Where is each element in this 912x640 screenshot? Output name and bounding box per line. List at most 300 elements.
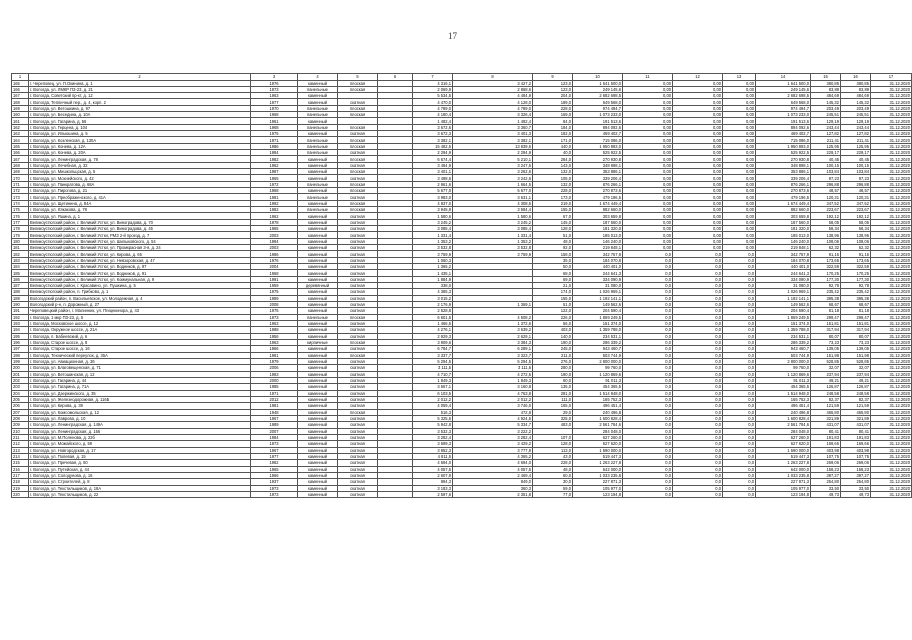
residents-cell: 122,0 (533, 308, 573, 314)
owner-funds-cell: 627 620,0 (756, 441, 811, 447)
wall-material-cell: панельные (298, 207, 338, 213)
wall-material-cell: каменный (298, 301, 338, 307)
deadline-cell: 31.12.2020 (871, 479, 912, 485)
deadline-cell: 31.12.2020 (871, 384, 912, 390)
living-area-cell: 3 427,2 (453, 80, 533, 86)
owner-funds-cell: 270 930,8 (756, 156, 811, 162)
roof-type-cell: скатная (338, 346, 378, 352)
other-cell: 0,00 (723, 226, 756, 232)
residents-cell: 51,0 (533, 301, 573, 307)
roof-type-cell: скатная (338, 131, 378, 137)
deadline-cell: 31.12.2020 (871, 131, 912, 137)
row-number-cell: 163 (12, 131, 29, 137)
other-cell: 0,0 (723, 333, 756, 339)
residents-cell: 245,0 (533, 346, 573, 352)
roof-type-cell: скатная (338, 377, 378, 383)
deadline-cell: 31.12.2020 (871, 428, 912, 434)
total-area-cell: 2 176,9 (413, 301, 453, 307)
address-cell: г. Вологда, ул. Лечебная, д. 32 (29, 162, 251, 168)
year-cell: 1959 (251, 283, 298, 289)
owner-funds-cell: 496 451,4 (756, 403, 811, 409)
roof-type-cell: плоская (338, 352, 378, 358)
total-cost-cell: 99 760,0 (573, 365, 623, 371)
address-cell: г. Вологда, п. Бабеевский, д. 6 (29, 333, 251, 339)
budget-cell: 0,00 (673, 232, 723, 238)
deadline-cell: 31.12.2020 (871, 137, 912, 143)
specific-cost-cell: 299,47 (811, 314, 841, 320)
row-number-cell: 175 (12, 207, 29, 213)
max-cost-cell: 32,07 (841, 365, 871, 371)
budget-cell: 0,00 (673, 131, 723, 137)
total-area-cell: 4 710,7 (413, 371, 453, 377)
row-number-cell: 203 (12, 384, 29, 390)
residents-cell: 77,0 (533, 491, 573, 497)
row-number-cell: 185 (12, 270, 29, 276)
other-cell: 0,0 (723, 466, 756, 472)
fund-cell: 0,00 (623, 238, 673, 244)
fund-cell: 0,0 (623, 441, 673, 447)
max-cost-cell: 235,42 (841, 289, 871, 295)
address-cell: г. Вологда, ул. Пирогова, д. 21 (29, 188, 251, 194)
address-cell: г. Вологда, ул. Лаврова, д. 10 (29, 415, 251, 421)
column-number-header: 2 (29, 74, 251, 81)
deadline-cell: 31.12.2020 (871, 327, 912, 333)
row-number-cell: 218 (12, 479, 29, 485)
total-area-cell: 3 759,9 (413, 251, 453, 257)
total-area-cell: 6 103,5 (413, 390, 453, 396)
max-cost-cell: 121,59 (841, 403, 871, 409)
year-cell: 1971 (251, 137, 298, 143)
specific-cost-cell: 139,05 (811, 346, 841, 352)
owner-funds-cell: 642 000,0 (756, 466, 811, 472)
owner-funds-cell: 454 365,5 (756, 384, 811, 390)
total-cost-cell: 1 033 235,8 (573, 472, 623, 478)
address-cell: г. Вологда, ул. Ленинградская, д. 156 (29, 428, 251, 434)
other-cell: 0,0 (723, 403, 756, 409)
other-cell: 0,00 (723, 156, 756, 162)
address-cell: г. Вологда, ул. Путейская, д. 44 (29, 466, 251, 472)
total-cost-cell: 882 660,0 (573, 207, 623, 213)
row-number-cell: 216 (12, 466, 29, 472)
deadline-cell: 31.12.2020 (871, 143, 912, 149)
roof-type-cell: скатная (338, 162, 378, 168)
wall-material-cell: панельные (298, 137, 338, 143)
specific-cost-cell: 403,98 (811, 447, 841, 453)
total-cost-cell: 286 339,2 (573, 339, 623, 345)
residents-cell: 276,0 (533, 358, 573, 364)
owner-funds-cell: 219 848,1 (756, 245, 811, 251)
living-area-cell: 360,3 (453, 485, 533, 491)
deadline-cell: 31.12.2020 (871, 93, 912, 99)
row-number-cell: 202 (12, 377, 29, 383)
other-cell: 0,00 (723, 207, 756, 213)
wall-material-cell: каменный (298, 371, 338, 377)
owner-funds-cell: 249 145,6 (756, 86, 811, 92)
fund-cell: 0,0 (623, 320, 673, 326)
address-cell: Великоустюгский район, г. Великий Устюг, ул. Промкрасная 3-я, д. 24 (29, 245, 251, 251)
wall-material-cell: каменный (298, 200, 338, 206)
deadline-cell: 31.12.2020 (871, 371, 912, 377)
year-cell: 1994 (251, 238, 298, 244)
total-cost-cell: 353 886,1 (573, 169, 623, 175)
residents-cell: 182,0 (533, 131, 573, 137)
residents-cell: 92,0 (533, 245, 573, 251)
address-cell: г. Вологда, ул. Яшина, д. 1 (29, 213, 251, 219)
other-cell: 0,0 (723, 264, 756, 270)
roof-type-cell: плоская (338, 112, 378, 118)
living-area-cell: 2 629,1 (453, 333, 533, 339)
row-number-cell: 168 (12, 162, 29, 168)
max-cost-cell: 484,69 (841, 93, 871, 99)
column-number-header: 10 (573, 74, 623, 81)
specific-cost-cell: 347,52 (811, 200, 841, 206)
total-area-cell: 2 528,8 (413, 308, 453, 314)
year-cell: 1973 (251, 314, 298, 320)
row-number-cell: 214 (12, 453, 29, 459)
specific-cost-cell: 48,57 (811, 188, 841, 194)
row-number-cell: 215 (12, 460, 29, 466)
address-cell: г. Вологда, Советский пр-кт, д. 12 (29, 93, 251, 99)
other-cell: 0,0 (723, 441, 756, 447)
year-cell: 2003 (251, 245, 298, 251)
residents-cell: 56,0 (533, 320, 573, 326)
residents-cell: 143,0 (533, 162, 573, 168)
column-number-header: 8 (453, 74, 533, 81)
wall-material-cell: каменный (298, 99, 338, 105)
other-cell: 0,0 (723, 308, 756, 314)
year-cell: 1962 (251, 213, 298, 219)
owner-funds-cell: 185 013,0 (756, 232, 811, 238)
deadline-cell: 31.12.2020 (871, 118, 912, 124)
year-cell: 1992 (251, 200, 298, 206)
total-cost-cell: 303 659,8 (573, 213, 623, 219)
living-area-cell: 3 242,6 (453, 175, 533, 181)
living-area-cell: 3 160,8 (453, 384, 533, 390)
roof-type-cell: скатная (338, 219, 378, 225)
wall-material-cell: каменный (298, 403, 338, 409)
total-area-cell: 4 789,0 (413, 105, 453, 111)
roof-type-cell: скатная (338, 289, 378, 295)
living-area-cell: 4 924,5 (453, 415, 533, 421)
max-cost-cell: 82,37 (841, 396, 871, 402)
owner-funds-cell: 303 659,8 (756, 213, 811, 219)
register-table-container (11, 73, 910, 498)
deadline-cell: 31.12.2020 (871, 226, 912, 232)
owner-funds-cell: 1 950 893,0 (756, 143, 811, 149)
total-cost-cell: 204 590,4 (573, 308, 623, 314)
column-number-header: 11 (623, 74, 673, 81)
year-cell: 1968 (251, 188, 298, 194)
wall-material-cell: каменный (298, 188, 338, 194)
other-cell: 0,0 (723, 327, 756, 333)
residents-cell: 128,0 (533, 441, 573, 447)
budget-cell: 0,0 (673, 384, 723, 390)
total-cost-cell: 234 531,1 (573, 333, 623, 339)
address-cell: г. Вологда, ул. Благовещенская, д. 71 (29, 365, 251, 371)
wall-material-cell: деревянный (298, 283, 338, 289)
row-number-cell: 182 (12, 251, 29, 257)
other-cell: 0,00 (723, 93, 756, 99)
deadline-cell: 31.12.2020 (871, 365, 912, 371)
specific-cost-cell: 223,67 (811, 207, 841, 213)
other-cell: 0,00 (723, 181, 756, 187)
fund-cell: 0,00 (623, 137, 673, 143)
living-area-cell: 3 746,0 (453, 403, 533, 409)
owner-funds-cell: 286 339,2 (756, 339, 811, 345)
budget-cell: 0,0 (673, 453, 723, 459)
deadline-cell: 31.12.2020 (871, 169, 912, 175)
address-cell: Великоустюгский район, г. Великий Устюг, ул. Кирова, д. 65 (29, 251, 251, 257)
living-area-cell: 13 839,6 (453, 143, 533, 149)
wall-material-cell: каменный (298, 479, 338, 485)
budget-cell: 0,00 (673, 93, 723, 99)
year-cell: 1973 (251, 485, 298, 491)
wall-material-cell: каменный (298, 251, 338, 257)
max-cost-cell: 97,23 (841, 175, 871, 181)
living-area-cell: 1 331,4 (453, 232, 533, 238)
year-cell: 1972 (251, 181, 298, 187)
roof-type-cell: скатная (338, 358, 378, 364)
specific-cost-cell: 73,23 (811, 339, 841, 345)
specific-cost-cell: 49,21 (811, 377, 841, 383)
fund-cell: 0,00 (623, 131, 673, 137)
max-cost-cell: 299,47 (841, 314, 871, 320)
year-cell: 1961 (251, 118, 298, 124)
wall-material-cell: каменный (298, 352, 338, 358)
total-area-cell: 3 183,3 (413, 485, 453, 491)
total-area-cell: 5 677,0 (413, 188, 453, 194)
total-area-cell: 5 294,5 (413, 358, 453, 364)
total-area-cell: 3 085,4 (413, 226, 453, 232)
owner-funds-cell: 105 977,0 (756, 485, 811, 491)
other-cell: 0,0 (723, 472, 756, 478)
budget-cell: 0,00 (673, 194, 723, 200)
max-cost-cell: 269,06 (841, 460, 871, 466)
address-cell: г. Вологда, ул. Полевая, д. 15 (29, 453, 251, 459)
budget-cell: 0,00 (673, 124, 723, 130)
owner-funds-cell: 204 590,4 (756, 308, 811, 314)
other-cell: 0,00 (723, 112, 756, 118)
row-number-cell: 191 (12, 308, 29, 314)
roof-type-cell: скатная (338, 283, 378, 289)
total-area-cell: 894,3 (413, 479, 453, 485)
row-number-cell: 181 (12, 245, 29, 251)
living-area-cell: 3 323,7 (453, 352, 533, 358)
row-number-cell: 169 (12, 105, 29, 111)
owner-funds-cell: 943 460,7 (756, 346, 811, 352)
max-cost-cell: 528,85 (841, 358, 871, 364)
budget-cell: 0,00 (673, 143, 723, 149)
deadline-cell: 31.12.2020 (871, 460, 912, 466)
total-cost-cell: 240 496,8 (573, 409, 623, 415)
max-cost-cell: 81,18 (841, 308, 871, 314)
budget-cell: 0,00 (673, 200, 723, 206)
specific-cost-cell: 62,32 (811, 245, 841, 251)
fund-cell: 0,00 (623, 200, 673, 206)
roof-type-cell: скатная (338, 466, 378, 472)
deadline-cell: 31.12.2020 (871, 358, 912, 364)
deadline-cell: 31.12.2020 (871, 150, 912, 156)
other-cell: 0,0 (723, 453, 756, 459)
year-cell: 1987 (251, 169, 298, 175)
living-area-cell: 3 382,1 (453, 137, 533, 143)
year-cell: 1984 (251, 150, 298, 156)
other-cell: 0,00 (723, 219, 756, 225)
fund-cell: 0,0 (623, 276, 673, 282)
other-cell: 0,00 (723, 162, 756, 168)
residents-cell: 35,0 (533, 257, 573, 263)
fund-cell: 0,0 (623, 327, 673, 333)
specific-cost-cell: 151,98 (811, 352, 841, 358)
owner-funds-cell: 1 641 500,0 (756, 80, 811, 86)
year-cell: 1971 (251, 390, 298, 396)
fund-cell: 0,00 (623, 219, 673, 225)
other-cell: 0,0 (723, 295, 756, 301)
address-cell: Великоустюгский район, г. Великий Устюг, РМЗ 2-й проезд, д. 7 (29, 232, 251, 238)
specific-cost-cell: 145,32 (811, 99, 841, 105)
year-cell: 1991 (251, 276, 298, 282)
fund-cell: 0,0 (623, 377, 673, 383)
owner-funds-cell: 342 757,9 (756, 251, 811, 257)
total-cost-cell: 184 070,8 (573, 257, 623, 263)
address-cell: Вологодский р-н, п. Дорожный, д. 27 (29, 301, 251, 307)
residents-cell: 50,0 (533, 264, 573, 270)
wall-material-cell: каменный (298, 365, 338, 371)
row-number-cell: 192 (12, 314, 29, 320)
deadline-cell: 31.12.2020 (871, 270, 912, 276)
fund-cell: 0,0 (623, 283, 673, 289)
other-cell: 0,0 (723, 270, 756, 276)
specific-cost-cell: 100,15 (811, 162, 841, 168)
living-area-cell: 4 365,2 (453, 453, 533, 459)
row-number-cell: 199 (12, 358, 29, 364)
max-cost-cell: 380,85 (841, 80, 871, 86)
owner-funds-cell: 1 359 788,0 (756, 327, 811, 333)
budget-cell: 0,0 (673, 409, 723, 415)
budget-cell: 0,00 (673, 188, 723, 194)
specific-cost-cell: 138,96 (811, 232, 841, 238)
column-number-header: 16 (841, 74, 871, 81)
deadline-cell: 31.12.2020 (871, 112, 912, 118)
living-area-cell: 3 532,8 (453, 245, 533, 251)
roof-type-cell: скатная (338, 390, 378, 396)
fund-cell: 0,0 (623, 339, 673, 345)
other-cell: 0,0 (723, 314, 756, 320)
other-cell: 0,0 (723, 371, 756, 377)
max-cost-cell: 431,07 (841, 422, 871, 428)
roof-type-cell: скатная (338, 99, 378, 105)
roof-type-cell: плоская (338, 143, 378, 149)
total-area-cell: 2 929,3 (413, 333, 453, 339)
total-area-cell: 3 337,7 (413, 352, 453, 358)
fund-cell: 0,00 (623, 188, 673, 194)
specific-cost-cell: 103,84 (811, 169, 841, 175)
living-area-cell: 4 508,2 (453, 314, 533, 320)
year-cell: 1937 (251, 479, 298, 485)
row-number-cell: 193 (12, 320, 29, 326)
other-cell: 0,0 (723, 283, 756, 289)
total-cost-cell: 284 048,0 (573, 428, 623, 434)
owner-funds-cell: 151 374,0 (756, 320, 811, 326)
row-number-cell: 208 (12, 415, 29, 421)
specific-cost-cell: 317,94 (811, 327, 841, 333)
row-number-cell: 172 (12, 188, 29, 194)
row-number-cell: 165 (12, 143, 29, 149)
row-number-cell: 198 (12, 352, 29, 358)
specific-cost-cell: 397,27 (811, 472, 841, 478)
fund-cell: 0,00 (623, 105, 673, 111)
row-number-cell: 180 (12, 238, 29, 244)
residents-cell: 132,0 (533, 181, 573, 187)
total-cost-cell: 1 514 948,0 (573, 390, 623, 396)
roof-type-cell: плоская (338, 200, 378, 206)
max-cost-cell: 49,73 (841, 491, 871, 497)
max-cost-cell: 192,12 (841, 213, 871, 219)
other-cell: 0,00 (723, 169, 756, 175)
roof-type-cell: плоская (338, 169, 378, 175)
year-cell: 1963 (251, 320, 298, 326)
specific-cost-cell: 322,59 (811, 264, 841, 270)
other-cell: 0,0 (723, 415, 756, 421)
deadline-cell: 31.12.2020 (871, 396, 912, 402)
fund-cell: 0,00 (623, 226, 673, 232)
fund-cell: 0,0 (623, 390, 673, 396)
row-number-cell: 219 (12, 485, 29, 491)
address-cell: г. Вологда, ул. Авиационная, д. 36 (29, 358, 251, 364)
specific-cost-cell: 248,58 (811, 390, 841, 396)
fund-cell: 0,0 (623, 270, 673, 276)
owner-funds-cell: 974 494,7 (756, 105, 811, 111)
row-number-cell: 177 (12, 219, 29, 225)
total-area-cell: 3 952,3 (413, 447, 453, 453)
deadline-cell: 31.12.2020 (871, 276, 912, 282)
address-cell: г. Вологда, ул. Южакова, д. 78 (29, 207, 251, 213)
wall-material-cell: кирпичные (298, 339, 338, 345)
address-cell: г. Вологда, ул. Панкратова, д. 68А (29, 181, 251, 187)
address-cell: Череповецкий район, г. Малинник, ул. Пгицекинора, д. 43 (29, 308, 251, 314)
residents-cell: 30,0 (533, 479, 573, 485)
wall-material-cell: панельные (298, 150, 338, 156)
address-cell: г. Вологда, ул. Дзержинского, д. 35 (29, 390, 251, 396)
wall-material-cell: панельные (298, 124, 338, 130)
total-area-cell: 3 484,9 (413, 162, 453, 168)
total-area-cell: 1 580,6 (413, 213, 453, 219)
total-area-cell: 6 674,4 (413, 156, 453, 162)
budget-cell: 0,0 (673, 365, 723, 371)
owner-funds-cell: 270 873,6 (756, 188, 811, 194)
budget-cell: 0,0 (673, 346, 723, 352)
row-number-cell: 206 (12, 403, 29, 409)
year-cell: 1986 (251, 143, 298, 149)
budget-cell: 0,0 (673, 327, 723, 333)
residents-cell: 204,0 (533, 93, 573, 99)
wall-material-cell: каменный (298, 156, 338, 162)
deadline-cell: 31.12.2020 (871, 80, 912, 86)
year-cell: 1989 (251, 295, 298, 301)
row-number-cell: 194 (12, 327, 29, 333)
wall-material-cell: каменный (298, 377, 338, 383)
other-cell: 0,0 (723, 447, 756, 453)
other-cell: 0,0 (723, 409, 756, 415)
deadline-cell: 31.12.2020 (871, 86, 912, 92)
roof-type-cell: скатная (338, 422, 378, 428)
deadline-cell: 31.12.2020 (871, 200, 912, 206)
deadline-cell: 31.12.2020 (871, 188, 912, 194)
specific-cost-cell: 80,41 (811, 428, 841, 434)
owner-funds-cell: 244 641,3 (756, 270, 811, 276)
residents-cell: 135,0 (533, 384, 573, 390)
other-cell: 0,0 (723, 396, 756, 402)
